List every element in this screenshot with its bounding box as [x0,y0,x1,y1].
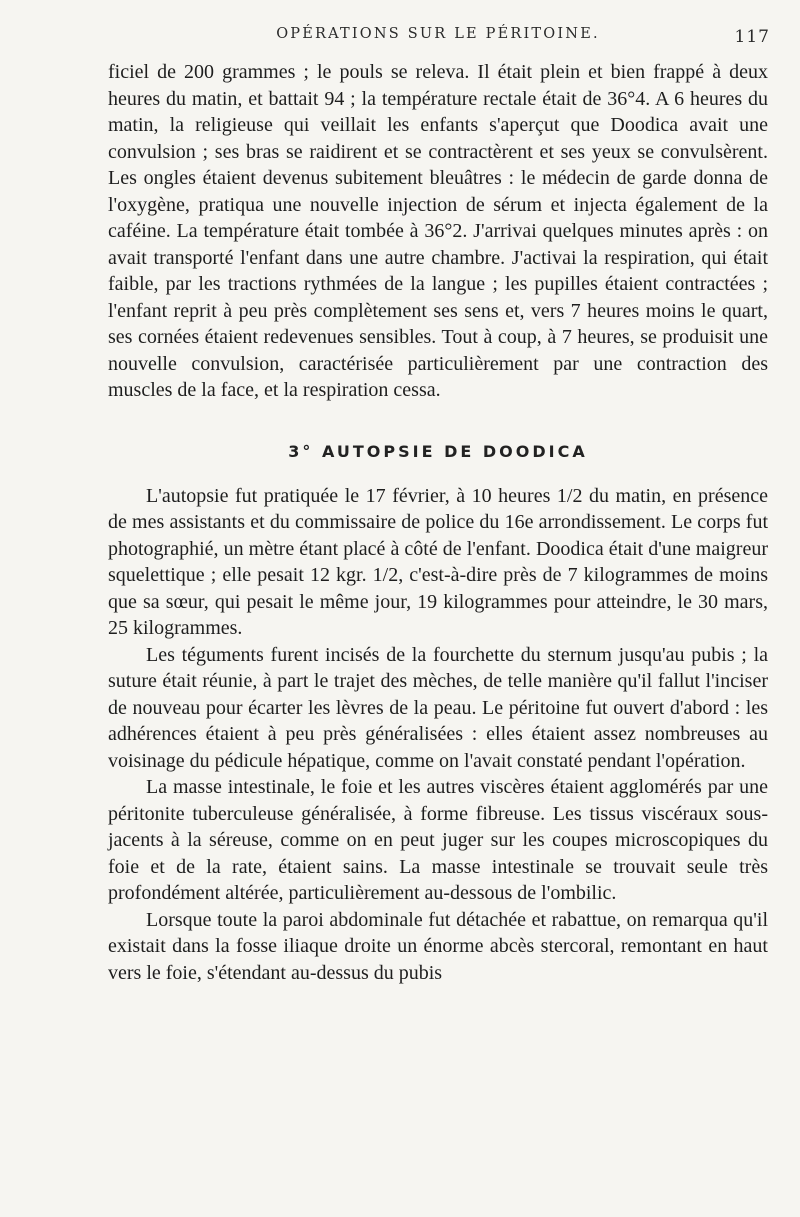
paragraph: L'autopsie fut pratiquée le 17 février, à 10 heures 1/2 du matin, en présence de mes assistants et du commissaire de police du 16e arrondissement. Le corps fut photographié, un mètre étant placé à côté de l'enfant. Doodica était d'une maigreur squelettique ; elle pesait 12 kgr. 1/2, c'est-à-dire près de 7 kilogrammes de moins que sa sœur, qui pesait le même jour, 19 kilogrammes pour atteindre, le 30 mars, 25 kilogrammes. [108,484,768,639]
running-header [108,26,768,48]
running-title: OPÉRATIONS SUR LE PÉRITOINE. [276,26,600,42]
section-heading: 3° AUTOPSIE DE DOODICA [288,441,588,461]
page-number: 117 [734,27,770,47]
paragraph-continued: ficiel de 200 grammes ; le pouls se releva. Il était plein et bien frappé à deux heures du matin, et battait 94 ; la température rectale était de 36°4. A 6 heures du matin, la religieuse qui veillait les enfants s'aperçut que Doodica avait une convulsion ; ses bras se raidirent et se contractèrent et ses yeux se convulsèrent. Les ongles étaient devenus subitement bleuâtres : le médecin de garde donna de l'oxygène, pratiqua une nouvelle injection de sérum et injecta également de la caféine. La température était tombée à 36°2. J'arrivai quelques minutes après : on avait transporté l'enfant dans une autre chambre. J'activai la respiration, qui était faible, par les tractions rythmées de la langue ; les pupilles étaient contractées ; l'enfant reprit à peu près complètement ses sens et, vers 7 heures moins le quart, ses cornées étaient redevenues sensibles. Tout à coup, à 7 heures, se produisit une nouvelle convulsion, caractérisée particulièrement par une contraction des muscles de la face, et la respiration cessa. [108,61,768,401]
paragraph: Lorsque toute la paroi abdominale fut détachée et rabattue, on remarqua qu'il existait dans la fosse iliaque droite un énorme abcès stercoral, remontant en haut vers le foie, s'étendant au-dessus du pubis [108,908,768,984]
paragraph: Les téguments furent incisés de la fourchette du sternum jusqu'au pubis ; la suture était réunie, à part le trajet des mèches, de telle manière qu'il fallut l'inciser de nouveau pour écarter les lèvres de la peau. Le péritoine fut ouvert d'abord : les adhérences étaient à peu près généralisées : elles étaient assez nombreuses au voisinage du pédicule hépatique, comme on l'avait constaté pendant l'opération. [108,643,768,772]
body-text [108,59,768,986]
paragraph: La masse intestinale, le foie et les autres viscères étaient agglomérés par une péritonite tuberculeuse généralisée, à forme fibreuse. Les tissus viscéraux sous-jacents à la séreuse, comme on en peut juger sur les coupes microscopiques du foie et de la rate, étaient sains. La masse intestinale se trouvait seule très profondément altérée, particulièrement au-dessous de l'ombilic. [108,776,768,904]
